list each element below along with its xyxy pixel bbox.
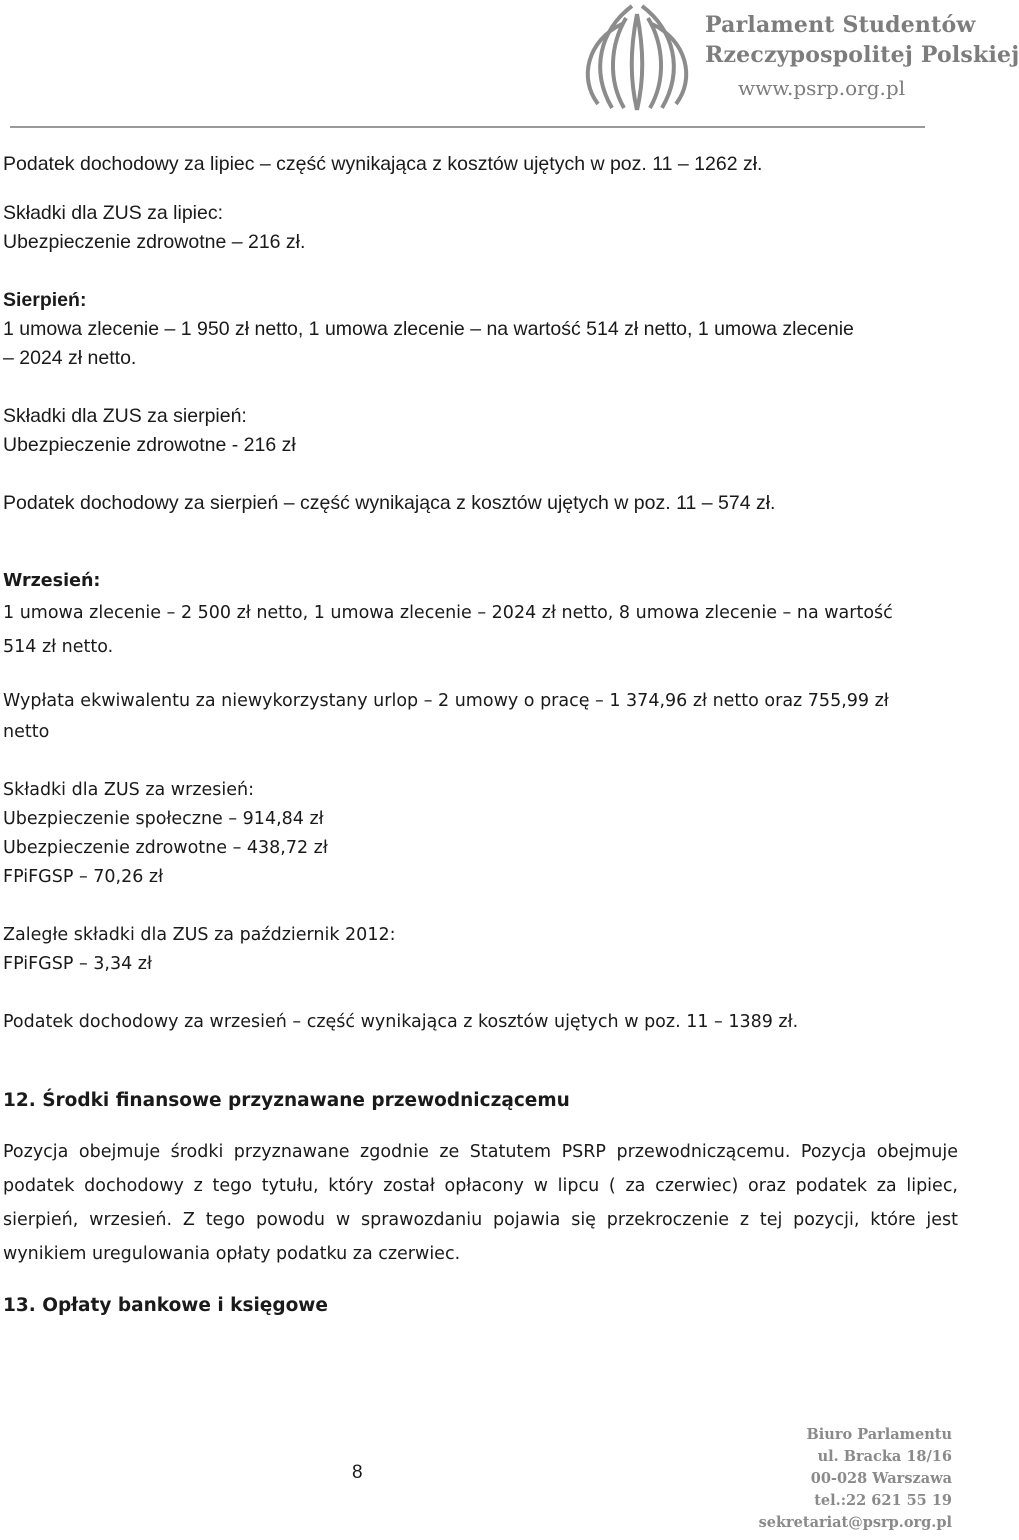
- text-line: FPiFGSP – 3,34 zł: [3, 954, 152, 974]
- section-label-wrzesien: Wrzesień:: [3, 571, 101, 591]
- text-line: – 2024 zł netto.: [3, 347, 137, 369]
- page-header: [0, 0, 1019, 135]
- text-line: Podatek dochodowy za wrzesień – część wynikająca z kosztów ujętych w poz. 11 – 1389 zł.: [3, 1012, 799, 1032]
- page-number: 8: [352, 1462, 363, 1483]
- text-line: FPiFGSP – 70,26 zł: [3, 867, 164, 887]
- org-name-line2: Rzeczypospolitej Polskiej: [705, 42, 1019, 68]
- text-line: Ubezpieczenie zdrowotne – 438,72 zł: [3, 838, 328, 858]
- text-line: Ubezpieczenie społeczne – 914,84 zł: [3, 809, 324, 829]
- footer-line: 00-028 Warszawa: [810, 1470, 952, 1487]
- document-body: [3, 150, 958, 1320]
- org-url: www.psrp.org.pl: [738, 76, 906, 100]
- section-heading-13: 13. Opłaty bankowe i księgowe: [3, 1295, 328, 1316]
- text-line: Składki dla ZUS za wrzesień:: [3, 780, 254, 800]
- text-line: 1 umowa zlecenie – 2 500 zł netto, 1 umowa zlecenie – 2024 zł netto, 8 umowa zlecenie – na wartość: [3, 603, 893, 623]
- text-line: Zaległe składki dla ZUS za październik 2012:: [3, 925, 396, 945]
- text-line: Podatek dochodowy za sierpień – część wynikająca z kosztów ujętych w poz. 11 – 574 zł.: [3, 492, 776, 514]
- section-heading-12: 12. Środki finansowe przyznawane przewodniczącemu: [3, 1090, 570, 1111]
- section-label-sierpien: Sierpień:: [3, 289, 87, 311]
- text-line: Wypłata ekwiwalentu za niewykorzystany urlop – 2 umowy o pracę – 1 374,96 zł netto oraz 755,99 zł: [3, 691, 889, 711]
- footer-line: Biuro Parlamentu: [806, 1426, 952, 1443]
- org-name-line1: Parlament Studentów: [705, 12, 976, 38]
- text-line: Podatek dochodowy za lipiec – część wynikająca z kosztów ujętych w poz. 11 – 1262 zł.: [3, 153, 763, 175]
- psrp-logo-icon: [572, 0, 702, 118]
- paragraph-12: Pozycja obejmuje środki przyznawane zgodnie ze Statutem PSRP przewodniczącemu. Pozycja obejmuje podatek dochodowy z tego tytułu, który został opłacony w lipcu ( za czerwiec) oraz podatek za lipiec, sierpień, wrzesień. Z tego powodu w sprawozdaniu pojawia się przekroczenie z tej pozycji, które jest wynikiem uregulowania opłaty podatku za czerwiec.: [3, 1142, 958, 1264]
- text-line: Składki dla ZUS za lipiec:: [3, 202, 224, 224]
- text-line: 514 zł netto.: [3, 637, 114, 657]
- footer-line: ul. Bracka 18/16: [817, 1448, 952, 1465]
- text-line: 1 umowa zlecenie – 1 950 zł netto, 1 umowa zlecenie – na wartość 514 zł netto, 1 umowa zlecenie: [3, 318, 854, 340]
- text-line: Ubezpieczenie zdrowotne – 216 zł.: [3, 231, 306, 253]
- text-line: netto: [3, 722, 50, 742]
- header-divider: [10, 126, 925, 128]
- footer-line: tel.:22 621 55 19: [814, 1492, 952, 1509]
- text-line: Składki dla ZUS za sierpień:: [3, 405, 247, 427]
- footer-email: sekretariat@psrp.org.pl: [758, 1514, 952, 1531]
- text-line: Ubezpieczenie zdrowotne - 216 zł: [3, 434, 296, 456]
- page-footer: [752, 1424, 952, 1534]
